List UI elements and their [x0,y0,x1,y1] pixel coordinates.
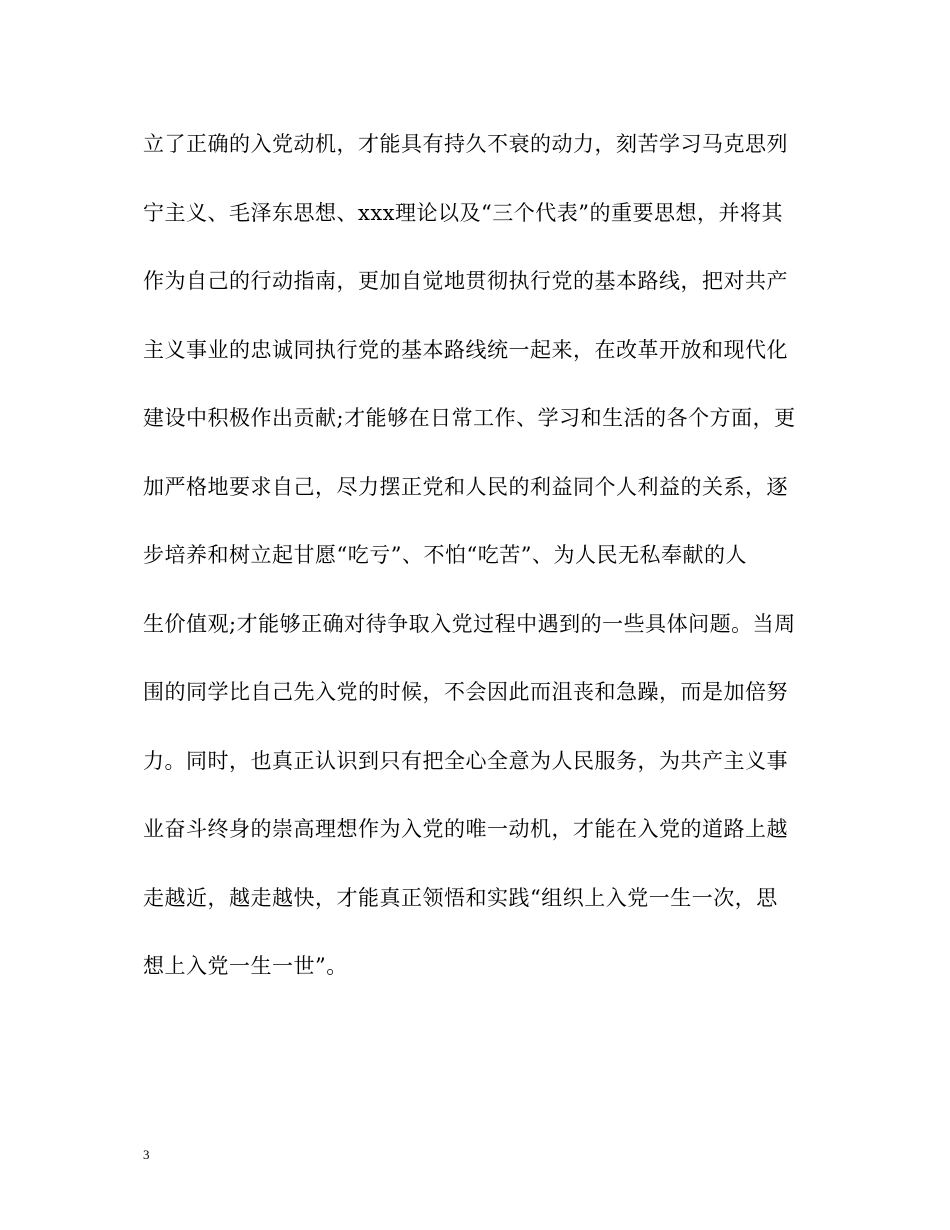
text-line: 围的同学比自己先入党的时候，不会因此而沮丧和急躁，而是加倍努 [143,680,788,704]
text-line: 生价值观;才能够正确对待争取入党过程中遇到的一些具体问题。当周 [143,611,796,636]
text-line: 力。同时，也真正认识到只有把全心全意为人民服务，为共产主义事 [143,748,788,773]
text-line: 主义事业的忠诚同执行党的基本路线统一起来，在改革开放和现代化 [143,337,788,362]
text-line: 建设中积极作出贡献;才能够在日常工作、学习和生活的各个方面，更 [143,406,796,430]
body-paragraph [143,118,823,1009]
text-line: 步培养和树立起甘愿“吃亏”、不怕“吃苦”、为人民无私奉献的人 [143,543,747,567]
text-line: 加严格地要求自己，尽力摆正党和人民的利益同个人利益的关系，逐 [143,474,788,499]
text-line: 作为自己的行动指南，更加自觉地贯彻执行党的基本路线，把对共产 [143,269,788,293]
text-line: 走越近，越走越快，才能真正领悟和实践“组织上入党一生一次，思 [143,885,778,910]
text-line: 宁主义、毛泽东思想、xxx理论以及“三个代表”的重要思想，并将其 [143,200,783,225]
text-line: 立了正确的入党动机，才能具有持久不衰的动力，刻苦学习马克思列 [143,132,788,156]
page-number: 3 [143,1147,150,1162]
text-line: 业奋斗终身的崇高理想作为入党的唯一动机，才能在入党的道路上越 [143,817,788,841]
text-line: 想上入党一生一世”。 [143,954,348,978]
